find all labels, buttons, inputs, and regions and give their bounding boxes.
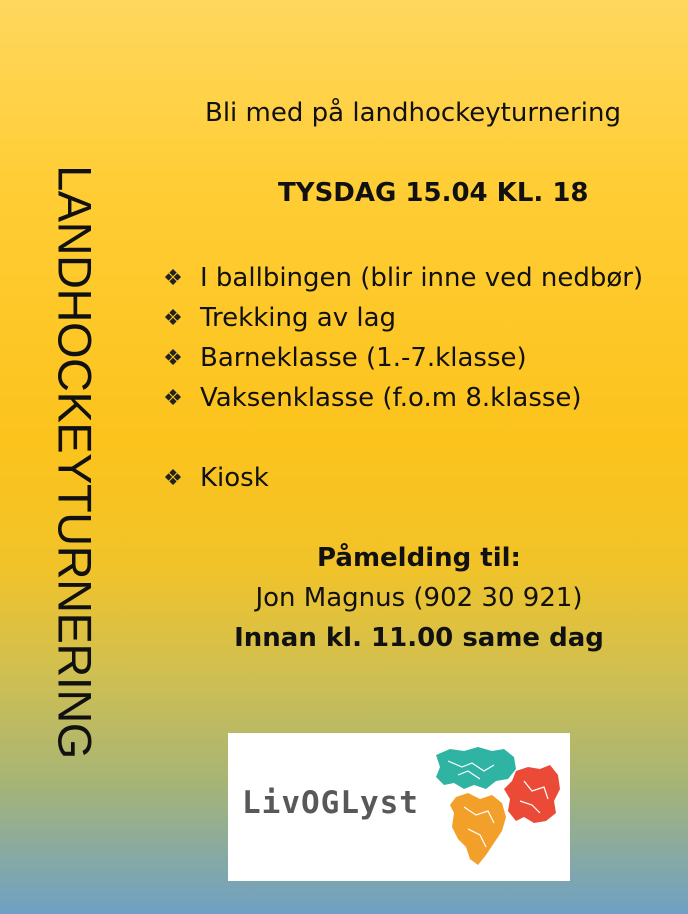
vertical-title: LANDHOCKEYTURNERING xyxy=(48,165,102,759)
list-item-text: Barneklasse (1.-7.klasse) xyxy=(200,343,527,373)
list-item xyxy=(160,338,643,378)
diamond-bullet-icon: ❖ xyxy=(163,345,183,371)
diamond-bullet-icon: ❖ xyxy=(163,265,183,291)
activity-list xyxy=(160,258,643,498)
date-time-heading: TYSDAG 15.04 KL. 18 xyxy=(278,178,589,208)
logo-text: LivOGLyst xyxy=(242,785,419,821)
signup-section xyxy=(188,538,650,658)
list-item xyxy=(160,258,643,298)
list-item-text: Kiosk xyxy=(200,463,269,493)
list-item xyxy=(160,378,643,418)
list-item-text: Vaksenklasse (f.o.m 8.klasse) xyxy=(200,383,582,413)
diamond-bullet-icon: ❖ xyxy=(163,305,183,331)
invite-text: Bli med på landhockeyturnering xyxy=(205,98,621,128)
signup-deadline: Innan kl. 11.00 same dag xyxy=(234,623,604,653)
contact-info: Jon Magnus (902 30 921) xyxy=(255,583,583,613)
list-item-text: Trekking av lag xyxy=(200,303,397,333)
list-item xyxy=(160,458,643,498)
diamond-bullet-icon: ❖ xyxy=(163,385,183,411)
map-region-icon xyxy=(428,741,564,873)
list-item-text: I ballbingen (blir inne ved nedbør) xyxy=(200,263,644,293)
list-item xyxy=(160,298,643,338)
signup-heading: Påmelding til: xyxy=(317,543,521,573)
livoglyst-logo xyxy=(228,733,570,881)
diamond-bullet-icon: ❖ xyxy=(163,465,183,491)
